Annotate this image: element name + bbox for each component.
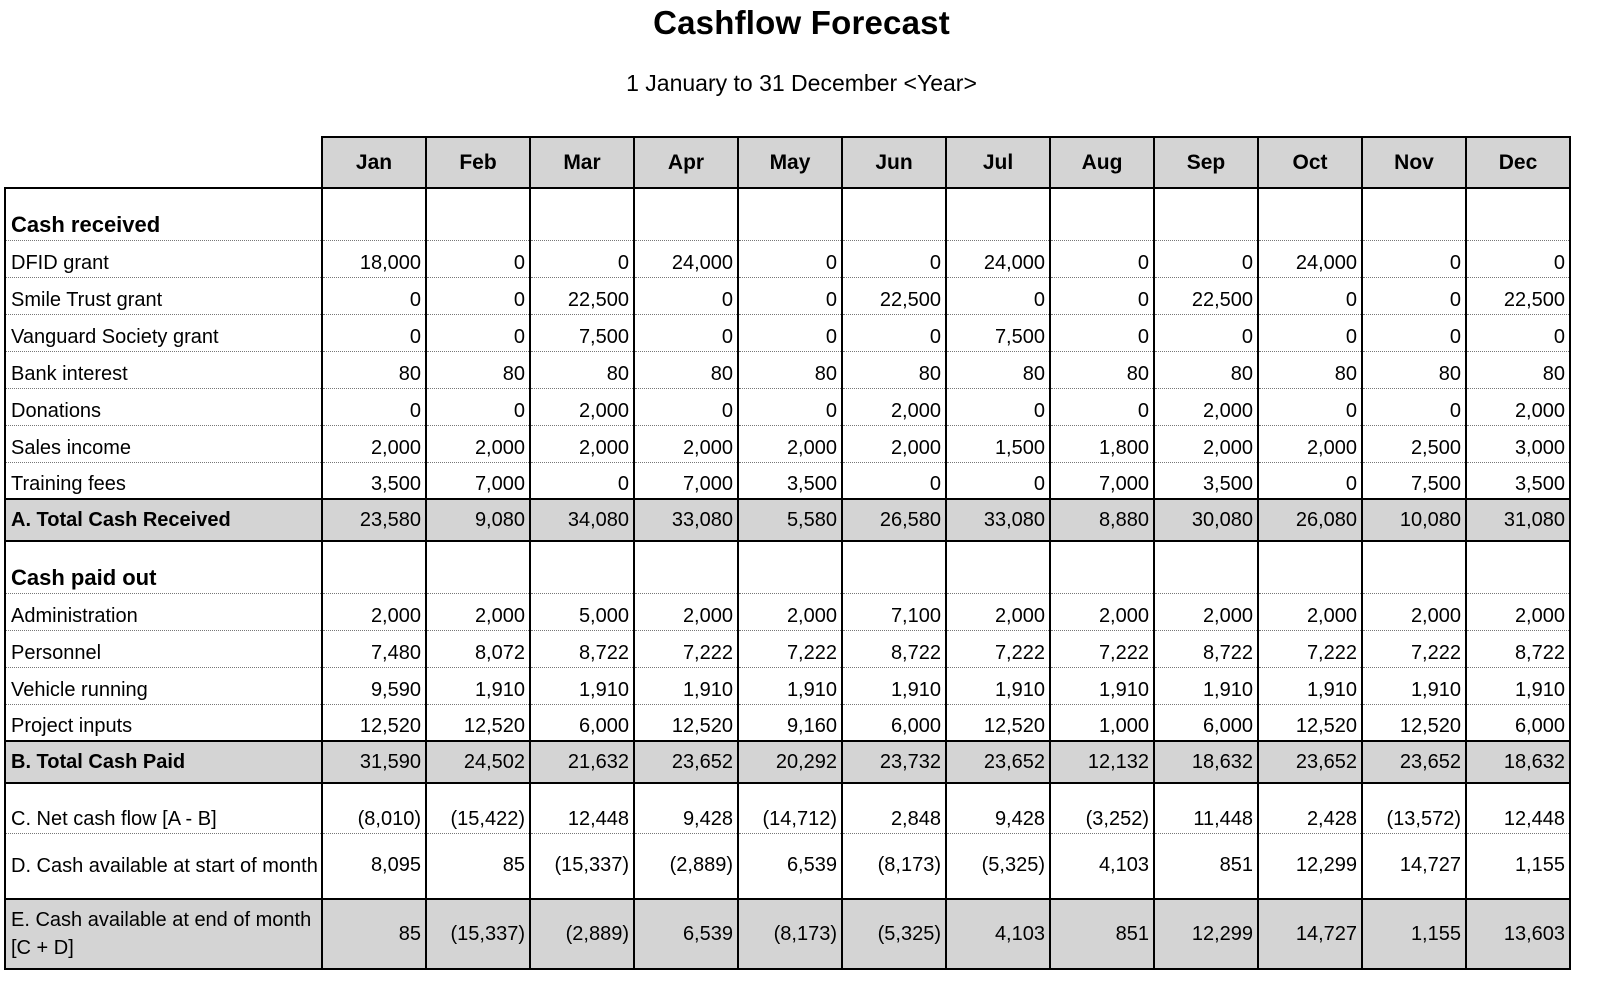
cash-start-of-month-row bbox=[5, 833, 1570, 899]
cell-value: (5,325) bbox=[946, 833, 1050, 899]
cell-value: 1,910 bbox=[1050, 667, 1154, 704]
cell-value: 1,155 bbox=[1362, 899, 1466, 969]
cell-value: 9,428 bbox=[634, 783, 738, 833]
cell-value: 18,632 bbox=[1154, 741, 1258, 783]
row-label: B. Total Cash Paid bbox=[5, 741, 322, 783]
cell-value: 2,000 bbox=[738, 425, 842, 462]
cell-value: 1,910 bbox=[634, 667, 738, 704]
cell-value: 2,000 bbox=[634, 593, 738, 630]
month-header: Nov bbox=[1362, 137, 1466, 188]
cell-value: 24,000 bbox=[634, 240, 738, 277]
row-label: D. Cash available at start of month bbox=[5, 833, 322, 899]
cell-value: 7,100 bbox=[842, 593, 946, 630]
cell-value: 0 bbox=[1362, 388, 1466, 425]
cell-value: 2,000 bbox=[634, 425, 738, 462]
cell-value: 3,000 bbox=[1466, 425, 1570, 462]
empty-cell bbox=[738, 188, 842, 240]
cell-value: 9,428 bbox=[946, 783, 1050, 833]
month-header: Feb bbox=[426, 137, 530, 188]
cell-value: 6,000 bbox=[530, 704, 634, 741]
cell-value: 6,539 bbox=[738, 833, 842, 899]
cell-value: 23,652 bbox=[1362, 741, 1466, 783]
cell-value: 33,080 bbox=[946, 499, 1050, 541]
cell-value: 3,500 bbox=[738, 462, 842, 499]
row-label: Personnel bbox=[5, 630, 322, 667]
table-row bbox=[5, 314, 1570, 351]
cell-value: 0 bbox=[426, 388, 530, 425]
row-label: C. Net cash flow [A - B] bbox=[5, 783, 322, 833]
row-label: A. Total Cash Received bbox=[5, 499, 322, 541]
cell-value: 9,160 bbox=[738, 704, 842, 741]
cell-value: 2,000 bbox=[530, 425, 634, 462]
empty-cell bbox=[1258, 188, 1362, 240]
cell-value: 8,722 bbox=[842, 630, 946, 667]
cell-value: 18,632 bbox=[1466, 741, 1570, 783]
cell-value: 6,000 bbox=[1466, 704, 1570, 741]
net-cash-flow-row bbox=[5, 783, 1570, 833]
cell-value: 0 bbox=[322, 277, 426, 314]
cell-value: 0 bbox=[426, 240, 530, 277]
cell-value: 1,910 bbox=[1466, 667, 1570, 704]
empty-cell bbox=[738, 541, 842, 593]
cell-value: (15,422) bbox=[426, 783, 530, 833]
cell-value: 7,480 bbox=[322, 630, 426, 667]
header-blank-cell bbox=[5, 137, 322, 188]
cell-value: 24,502 bbox=[426, 741, 530, 783]
cell-value: 0 bbox=[1362, 277, 1466, 314]
row-label: Donations bbox=[5, 388, 322, 425]
table-row bbox=[5, 425, 1570, 462]
row-label: E. Cash available at end of month [C + D] bbox=[5, 899, 322, 969]
cell-value: 34,080 bbox=[530, 499, 634, 541]
page-subtitle: 1 January to 31 December <Year> bbox=[626, 70, 977, 96]
cell-value: 0 bbox=[530, 240, 634, 277]
month-header: Jul bbox=[946, 137, 1050, 188]
cell-value: 30,080 bbox=[1154, 499, 1258, 541]
cell-value: 0 bbox=[322, 314, 426, 351]
month-header: Sep bbox=[1154, 137, 1258, 188]
cell-value: (8,173) bbox=[842, 833, 946, 899]
cell-value: 26,080 bbox=[1258, 499, 1362, 541]
empty-cell bbox=[842, 188, 946, 240]
cell-value: 0 bbox=[1258, 314, 1362, 351]
cell-value: 0 bbox=[1050, 388, 1154, 425]
cell-value: 1,800 bbox=[1050, 425, 1154, 462]
cell-value: 0 bbox=[1154, 314, 1258, 351]
table-row bbox=[5, 593, 1570, 630]
empty-cell bbox=[1362, 541, 1466, 593]
cell-value: 2,000 bbox=[1050, 593, 1154, 630]
row-label: Training fees bbox=[5, 462, 322, 499]
cell-value: 7,500 bbox=[530, 314, 634, 351]
table-row bbox=[5, 704, 1570, 741]
cell-value: 2,000 bbox=[322, 425, 426, 462]
cell-value: (2,889) bbox=[634, 833, 738, 899]
cell-value: 2,500 bbox=[1362, 425, 1466, 462]
cell-value: 0 bbox=[1050, 314, 1154, 351]
month-header: Oct bbox=[1258, 137, 1362, 188]
cell-value: 6,000 bbox=[842, 704, 946, 741]
cell-value: 85 bbox=[322, 899, 426, 969]
cell-value: 12,520 bbox=[1258, 704, 1362, 741]
cell-value: 23,652 bbox=[946, 741, 1050, 783]
cell-value: 22,500 bbox=[1466, 277, 1570, 314]
cell-value: 1,910 bbox=[842, 667, 946, 704]
cell-value: 14,727 bbox=[1258, 899, 1362, 969]
cell-value: 7,000 bbox=[634, 462, 738, 499]
cell-value: 80 bbox=[1466, 351, 1570, 388]
cell-value: 2,848 bbox=[842, 783, 946, 833]
cell-value: 12,132 bbox=[1050, 741, 1154, 783]
cell-value: 0 bbox=[634, 277, 738, 314]
cell-value: 0 bbox=[1050, 240, 1154, 277]
cell-value: 11,448 bbox=[1154, 783, 1258, 833]
page-title: Cashflow Forecast bbox=[653, 4, 950, 41]
empty-cell bbox=[1154, 541, 1258, 593]
row-label: Vanguard Society grant bbox=[5, 314, 322, 351]
cell-value: 22,500 bbox=[842, 277, 946, 314]
cell-value: 31,590 bbox=[322, 741, 426, 783]
cell-value: 0 bbox=[1154, 240, 1258, 277]
row-label: Vehicle running bbox=[5, 667, 322, 704]
cell-value: 12,520 bbox=[1362, 704, 1466, 741]
cell-value: 13,603 bbox=[1466, 899, 1570, 969]
cell-value: 0 bbox=[1258, 277, 1362, 314]
cell-value: 0 bbox=[946, 462, 1050, 499]
cell-value: 851 bbox=[1050, 899, 1154, 969]
cell-value: 2,000 bbox=[1362, 593, 1466, 630]
cell-value: 80 bbox=[426, 351, 530, 388]
cell-value: 12,520 bbox=[946, 704, 1050, 741]
empty-cell bbox=[426, 541, 530, 593]
cell-value: (13,572) bbox=[1362, 783, 1466, 833]
cell-value: 0 bbox=[1050, 277, 1154, 314]
cell-value: 80 bbox=[1258, 351, 1362, 388]
cell-value: 80 bbox=[322, 351, 426, 388]
table-row bbox=[5, 388, 1570, 425]
cell-value: 6,539 bbox=[634, 899, 738, 969]
total-cash-received-row bbox=[5, 499, 1570, 541]
cell-value: 1,155 bbox=[1466, 833, 1570, 899]
cell-value: 1,500 bbox=[946, 425, 1050, 462]
cashflow-table bbox=[4, 136, 1571, 970]
section-heading: Cash paid out bbox=[5, 541, 322, 593]
cell-value: 0 bbox=[634, 314, 738, 351]
empty-cell bbox=[634, 541, 738, 593]
cell-value: 0 bbox=[842, 240, 946, 277]
cell-value: 12,520 bbox=[634, 704, 738, 741]
empty-cell bbox=[842, 541, 946, 593]
cell-value: 7,222 bbox=[1258, 630, 1362, 667]
cell-value: 5,580 bbox=[738, 499, 842, 541]
cell-value: 33,080 bbox=[634, 499, 738, 541]
cell-value: 2,000 bbox=[426, 593, 530, 630]
cell-value: (2,889) bbox=[530, 899, 634, 969]
table-row bbox=[5, 277, 1570, 314]
cell-value: 2,000 bbox=[1154, 425, 1258, 462]
cell-value: 1,910 bbox=[530, 667, 634, 704]
cell-value: 3,500 bbox=[322, 462, 426, 499]
cell-value: 24,000 bbox=[1258, 240, 1362, 277]
cell-value: 0 bbox=[634, 388, 738, 425]
cell-value: 5,000 bbox=[530, 593, 634, 630]
cell-value: 12,299 bbox=[1258, 833, 1362, 899]
cell-value: 80 bbox=[530, 351, 634, 388]
cell-value: 1,910 bbox=[1362, 667, 1466, 704]
cell-value: 80 bbox=[842, 351, 946, 388]
empty-cell bbox=[322, 188, 426, 240]
cell-value: 0 bbox=[1362, 240, 1466, 277]
table-row bbox=[5, 351, 1570, 388]
cell-value: 1,910 bbox=[426, 667, 530, 704]
cell-value: 3,500 bbox=[1466, 462, 1570, 499]
cell-value: 23,732 bbox=[842, 741, 946, 783]
cell-value: 7,000 bbox=[1050, 462, 1154, 499]
cell-value: 9,080 bbox=[426, 499, 530, 541]
cell-value: 31,080 bbox=[1466, 499, 1570, 541]
cell-value: 8,095 bbox=[322, 833, 426, 899]
total-cash-paid-row bbox=[5, 741, 1570, 783]
cell-value: 8,722 bbox=[530, 630, 634, 667]
cell-value: 2,000 bbox=[1258, 425, 1362, 462]
cell-value: 22,500 bbox=[530, 277, 634, 314]
table-row bbox=[5, 240, 1570, 277]
cell-value: 14,727 bbox=[1362, 833, 1466, 899]
cell-value: 85 bbox=[426, 833, 530, 899]
empty-cell bbox=[634, 188, 738, 240]
cell-value: 7,222 bbox=[1050, 630, 1154, 667]
cell-value: (8,010) bbox=[322, 783, 426, 833]
cell-value: 0 bbox=[738, 388, 842, 425]
cell-value: 80 bbox=[1362, 351, 1466, 388]
cell-value: 0 bbox=[842, 462, 946, 499]
cell-value: 1,000 bbox=[1050, 704, 1154, 741]
cell-value: 0 bbox=[842, 314, 946, 351]
cell-value: 0 bbox=[738, 314, 842, 351]
cell-value: 2,000 bbox=[738, 593, 842, 630]
cell-value: 12,299 bbox=[1154, 899, 1258, 969]
month-header: Jun bbox=[842, 137, 946, 188]
empty-cell bbox=[1050, 188, 1154, 240]
cell-value: 0 bbox=[946, 388, 1050, 425]
cell-value: 1,910 bbox=[738, 667, 842, 704]
cell-value: 24,000 bbox=[946, 240, 1050, 277]
row-label: DFID grant bbox=[5, 240, 322, 277]
cell-value: 7,000 bbox=[426, 462, 530, 499]
month-header: Apr bbox=[634, 137, 738, 188]
cell-value: 23,652 bbox=[634, 741, 738, 783]
section-heading: Cash received bbox=[5, 188, 322, 240]
cell-value: (15,337) bbox=[530, 833, 634, 899]
cell-value: 80 bbox=[1050, 351, 1154, 388]
cell-value: 0 bbox=[738, 240, 842, 277]
cell-value: 2,000 bbox=[426, 425, 530, 462]
cell-value: 0 bbox=[738, 277, 842, 314]
cell-value: 12,448 bbox=[1466, 783, 1570, 833]
empty-cell bbox=[946, 541, 1050, 593]
empty-cell bbox=[1466, 188, 1570, 240]
row-label: Bank interest bbox=[5, 351, 322, 388]
cell-value: 0 bbox=[530, 462, 634, 499]
cell-value: 4,103 bbox=[1050, 833, 1154, 899]
empty-cell bbox=[1258, 541, 1362, 593]
cell-value: 80 bbox=[634, 351, 738, 388]
empty-cell bbox=[1154, 188, 1258, 240]
cell-value: (3,252) bbox=[1050, 783, 1154, 833]
cell-value: 3,500 bbox=[1154, 462, 1258, 499]
month-header: Dec bbox=[1466, 137, 1570, 188]
section-cash-paid-out bbox=[5, 541, 1570, 593]
cell-value: 12,448 bbox=[530, 783, 634, 833]
cell-value: 7,222 bbox=[738, 630, 842, 667]
cell-value: 8,722 bbox=[1154, 630, 1258, 667]
cell-value: 2,000 bbox=[1258, 593, 1362, 630]
cell-value: 2,000 bbox=[530, 388, 634, 425]
month-header: Mar bbox=[530, 137, 634, 188]
cell-value: 851 bbox=[1154, 833, 1258, 899]
empty-cell bbox=[946, 188, 1050, 240]
empty-cell bbox=[530, 188, 634, 240]
cell-value: 7,222 bbox=[946, 630, 1050, 667]
cell-value: (5,325) bbox=[842, 899, 946, 969]
cell-value: 20,292 bbox=[738, 741, 842, 783]
empty-cell bbox=[426, 188, 530, 240]
cell-value: 4,103 bbox=[946, 899, 1050, 969]
cell-value: 12,520 bbox=[426, 704, 530, 741]
cell-value: 7,222 bbox=[634, 630, 738, 667]
cell-value: 10,080 bbox=[1362, 499, 1466, 541]
cell-value: 0 bbox=[322, 388, 426, 425]
cell-value: 1,910 bbox=[1258, 667, 1362, 704]
cell-value: 8,722 bbox=[1466, 630, 1570, 667]
cell-value: 80 bbox=[1154, 351, 1258, 388]
month-header: May bbox=[738, 137, 842, 188]
cell-value: 2,000 bbox=[1154, 593, 1258, 630]
cell-value: 80 bbox=[738, 351, 842, 388]
cash-end-of-month-row bbox=[5, 899, 1570, 969]
empty-cell bbox=[1362, 188, 1466, 240]
cell-value: 8,880 bbox=[1050, 499, 1154, 541]
cell-value: 7,500 bbox=[946, 314, 1050, 351]
cell-value: (8,173) bbox=[738, 899, 842, 969]
cell-value: 0 bbox=[1466, 240, 1570, 277]
row-label: Sales income bbox=[5, 425, 322, 462]
table-row bbox=[5, 462, 1570, 499]
cell-value: 2,000 bbox=[322, 593, 426, 630]
cell-value: 0 bbox=[1258, 462, 1362, 499]
cell-value: 2,000 bbox=[1466, 593, 1570, 630]
cell-value: (15,337) bbox=[426, 899, 530, 969]
cell-value: 0 bbox=[1466, 314, 1570, 351]
cell-value: 7,222 bbox=[1362, 630, 1466, 667]
cell-value: 0 bbox=[1258, 388, 1362, 425]
cell-value: 2,000 bbox=[946, 593, 1050, 630]
cell-value: 2,000 bbox=[1466, 388, 1570, 425]
cell-value: (14,712) bbox=[738, 783, 842, 833]
cell-value: 0 bbox=[946, 277, 1050, 314]
cell-value: 2,428 bbox=[1258, 783, 1362, 833]
cell-value: 18,000 bbox=[322, 240, 426, 277]
cell-value: 2,000 bbox=[842, 425, 946, 462]
empty-cell bbox=[322, 541, 426, 593]
cell-value: 8,072 bbox=[426, 630, 530, 667]
cell-value: 12,520 bbox=[322, 704, 426, 741]
section-cash-received bbox=[5, 188, 1570, 240]
cell-value: 23,652 bbox=[1258, 741, 1362, 783]
cell-value: 21,632 bbox=[530, 741, 634, 783]
month-header: Aug bbox=[1050, 137, 1154, 188]
row-label: Administration bbox=[5, 593, 322, 630]
cell-value: 0 bbox=[426, 314, 530, 351]
month-header-row bbox=[5, 137, 1570, 188]
cell-value: 9,590 bbox=[322, 667, 426, 704]
table-row bbox=[5, 667, 1570, 704]
cell-value: 1,910 bbox=[946, 667, 1050, 704]
cell-value: 2,000 bbox=[1154, 388, 1258, 425]
row-label: Smile Trust grant bbox=[5, 277, 322, 314]
cell-value: 0 bbox=[426, 277, 530, 314]
cell-value: 7,500 bbox=[1362, 462, 1466, 499]
cell-value: 23,580 bbox=[322, 499, 426, 541]
cell-value: 2,000 bbox=[842, 388, 946, 425]
cell-value: 22,500 bbox=[1154, 277, 1258, 314]
empty-cell bbox=[1050, 541, 1154, 593]
row-label: Project inputs bbox=[5, 704, 322, 741]
cell-value: 0 bbox=[1362, 314, 1466, 351]
cell-value: 26,580 bbox=[842, 499, 946, 541]
empty-cell bbox=[1466, 541, 1570, 593]
month-header: Jan bbox=[322, 137, 426, 188]
empty-cell bbox=[530, 541, 634, 593]
cell-value: 6,000 bbox=[1154, 704, 1258, 741]
table-row bbox=[5, 630, 1570, 667]
cell-value: 80 bbox=[946, 351, 1050, 388]
cell-value: 1,910 bbox=[1154, 667, 1258, 704]
